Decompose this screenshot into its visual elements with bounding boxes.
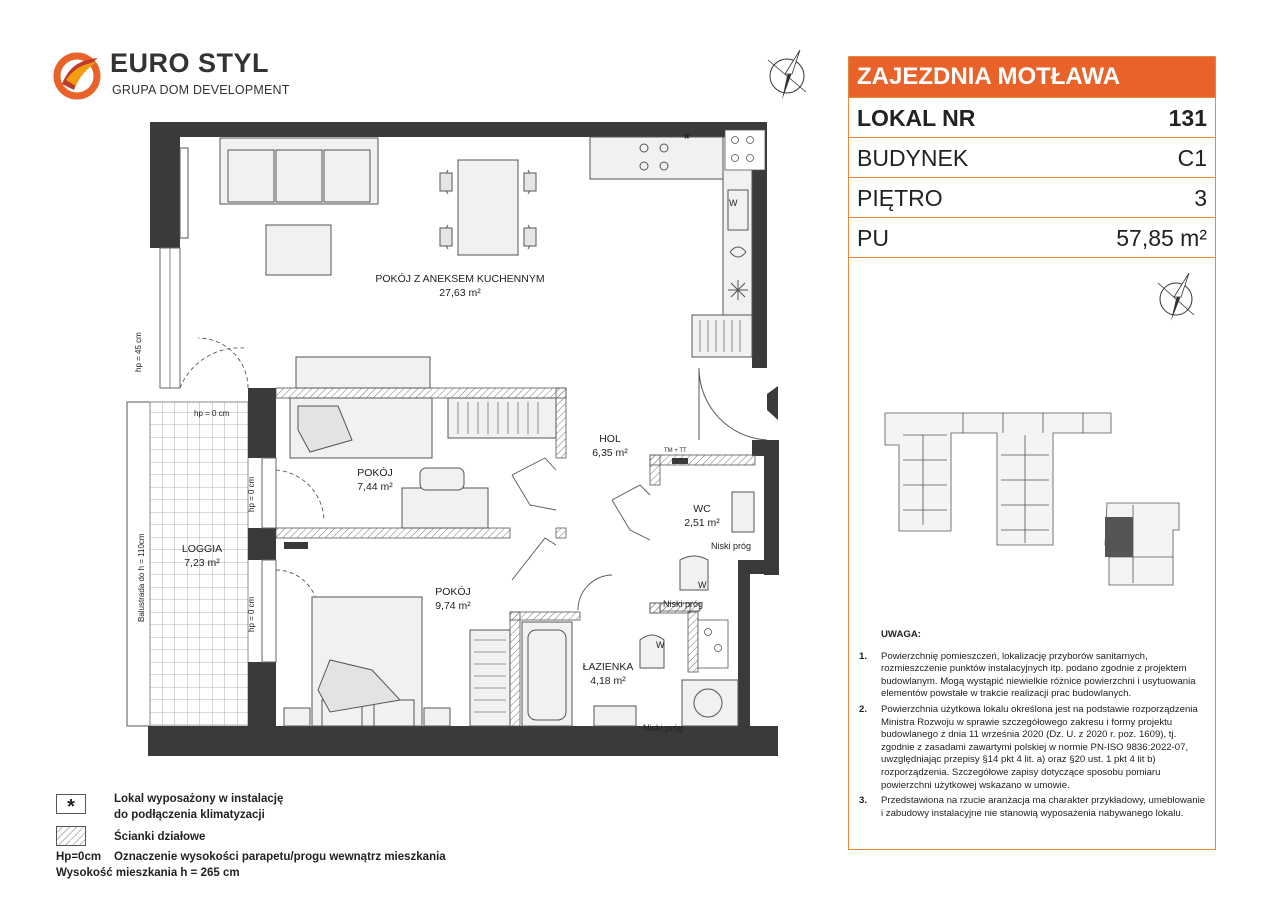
note-item	[859, 795, 1209, 820]
room-loggia	[170, 542, 234, 570]
room-living-area: 27,63 m²	[439, 287, 481, 299]
asterisk-icon: *	[56, 794, 86, 814]
room-bathroom-area: 4,18 m²	[590, 675, 626, 687]
hp0-label-room1: hp = 0 cm	[247, 476, 256, 512]
note-item	[859, 704, 1209, 792]
room-bedroom-small	[340, 466, 410, 494]
hp0-label-top: hp = 0 cm	[194, 409, 230, 418]
brand-logo	[52, 48, 292, 104]
hatch-swatch-icon	[56, 826, 86, 846]
hp0-label-room2: hp = 0 cm	[247, 596, 256, 632]
legend-height-note: Wysokość mieszkania h = 265 cm	[56, 867, 240, 879]
info-building-value: C1	[1177, 145, 1207, 171]
room-bathroom	[576, 660, 640, 688]
low-threshold-hall: Niski próg	[643, 723, 684, 733]
room-bedroom-small-name: POKÓJ	[357, 467, 393, 479]
info-row-floor	[849, 177, 1215, 217]
compass-icon	[1151, 269, 1201, 325]
note-text: Powierzchnia użytkowa lokalu określona jest na podstawie rozporządzenia Ministra Rozwoju w sprawie szczegółowego zakresu i formy projektu budowlanego z dnia 11 września 2020 (Dz. U. z 2020 r. poz. 1609), tj. zgodnie z zasadami zawartymi polskiej w normie PN-ISO 9836:2022-07, uwzględniając przepisy §14 pkt 4 lit. a) oraz §20 ust. 1 pkt 4 lit b) rozporządzenia. Szczegółowe zapisy dotyczące sposobu pomiaru powierzchni użytkowej wskazano w umowie.	[881, 703, 1198, 791]
tm-tt-label: TM + TT	[664, 448, 687, 454]
coffee-table	[266, 225, 331, 275]
water-mark-bath: W	[656, 640, 665, 650]
info-area-value: 57,85 m²	[1116, 225, 1207, 251]
legend-hp-key: Hp=0cm	[56, 851, 102, 863]
room-bedroom-small-area: 7,44 m²	[357, 481, 393, 493]
brand-subtitle: GRUPA DOM DEVELOPMENT	[112, 83, 290, 97]
note-text: Powierzchnię pomieszczeń, lokalizację przyborów sanitarnych, rozmieszczenie punktów instalacyjnych itp. podano zgodnie z projektem budowlanym. Mogą wystąpić niewielkie różnice powierzchni i usytuowania elementów powstałe w trakcie realizacji prac budowlanych.	[881, 650, 1196, 700]
brand-name: EURO STYL	[110, 48, 270, 78]
info-unit-label: LOKAL NR	[857, 105, 976, 131]
room-bathroom-name: ŁAZIENKA	[582, 661, 634, 673]
info-area-label: PU	[857, 225, 889, 251]
room-hall-area: 6,35 m²	[592, 447, 628, 459]
room-wc-name: WC	[693, 503, 711, 515]
room-hall-name: HOL	[599, 433, 621, 445]
hp45-label: hp = 45 cm	[134, 332, 143, 372]
investment-title: ZAJEZDNIA MOTŁAWA	[849, 57, 1215, 97]
note-number: 3.	[859, 795, 868, 807]
room-bedroom-large	[418, 585, 488, 613]
apartment-info-panel	[848, 56, 1216, 850]
floor-plan	[120, 118, 780, 763]
dining-set	[440, 160, 536, 255]
note-number: 1.	[859, 650, 868, 662]
info-row-building	[849, 137, 1215, 177]
note-item	[859, 651, 1209, 701]
sofa	[220, 138, 378, 204]
note-text: Przedstawiona na rzucie aranżacja ma charakter przykładowy, umeblowanie i zabudowy instalacyjne nie stanowią wyposażenia nabywanego lokalu.	[881, 795, 1206, 819]
room-wc-area: 2,51 m²	[684, 517, 720, 529]
north-arrow-icon	[762, 46, 812, 104]
legend-partition-label: Ścianki działowe	[114, 831, 206, 843]
info-divider	[849, 257, 1215, 258]
low-threshold-bath: Niski próg	[663, 599, 704, 609]
site-key-plan	[883, 405, 1183, 595]
water-mark-kitchen: W	[729, 198, 738, 208]
legend-ac-line1: Lokal wyposażony w instalację	[114, 793, 284, 805]
room-loggia-area: 7,23 m²	[184, 557, 220, 569]
room-loggia-name: LOGGIA	[181, 543, 223, 555]
info-floor-value: 3	[1194, 185, 1207, 211]
note-number: 2.	[859, 703, 868, 715]
room-living-name: POKÓJ Z ANEKSEM KUCHENNYM	[375, 273, 545, 285]
notes-title: UWAGA:	[881, 629, 921, 640]
low-threshold-wc: Niski próg	[711, 541, 752, 551]
notes	[859, 629, 1209, 823]
ac-mark: *	[684, 130, 690, 146]
legend-ac-line2: do podłączenia klimatyzacji	[114, 809, 265, 821]
water-mark-wc: W	[698, 580, 707, 590]
info-building-label: BUDYNEK	[857, 145, 969, 171]
room-wc	[672, 502, 732, 530]
info-floor-label: PIĘTRO	[857, 185, 943, 211]
room-bedroom-large-name: POKÓJ	[435, 586, 471, 598]
balustrade-label: Balustrada do h = 110cm	[137, 533, 146, 622]
info-row-area	[849, 217, 1215, 257]
room-living	[370, 272, 550, 300]
info-unit-value: 131	[1168, 105, 1207, 131]
info-row-unit	[849, 97, 1215, 137]
room-bedroom-large-area: 9,74 m²	[435, 600, 471, 612]
room-hall	[580, 432, 640, 460]
legend-hp-desc: Oznaczenie wysokości parapetu/progu wewnątrz mieszkania	[114, 851, 446, 863]
flame-ring-logo-icon	[52, 50, 102, 100]
